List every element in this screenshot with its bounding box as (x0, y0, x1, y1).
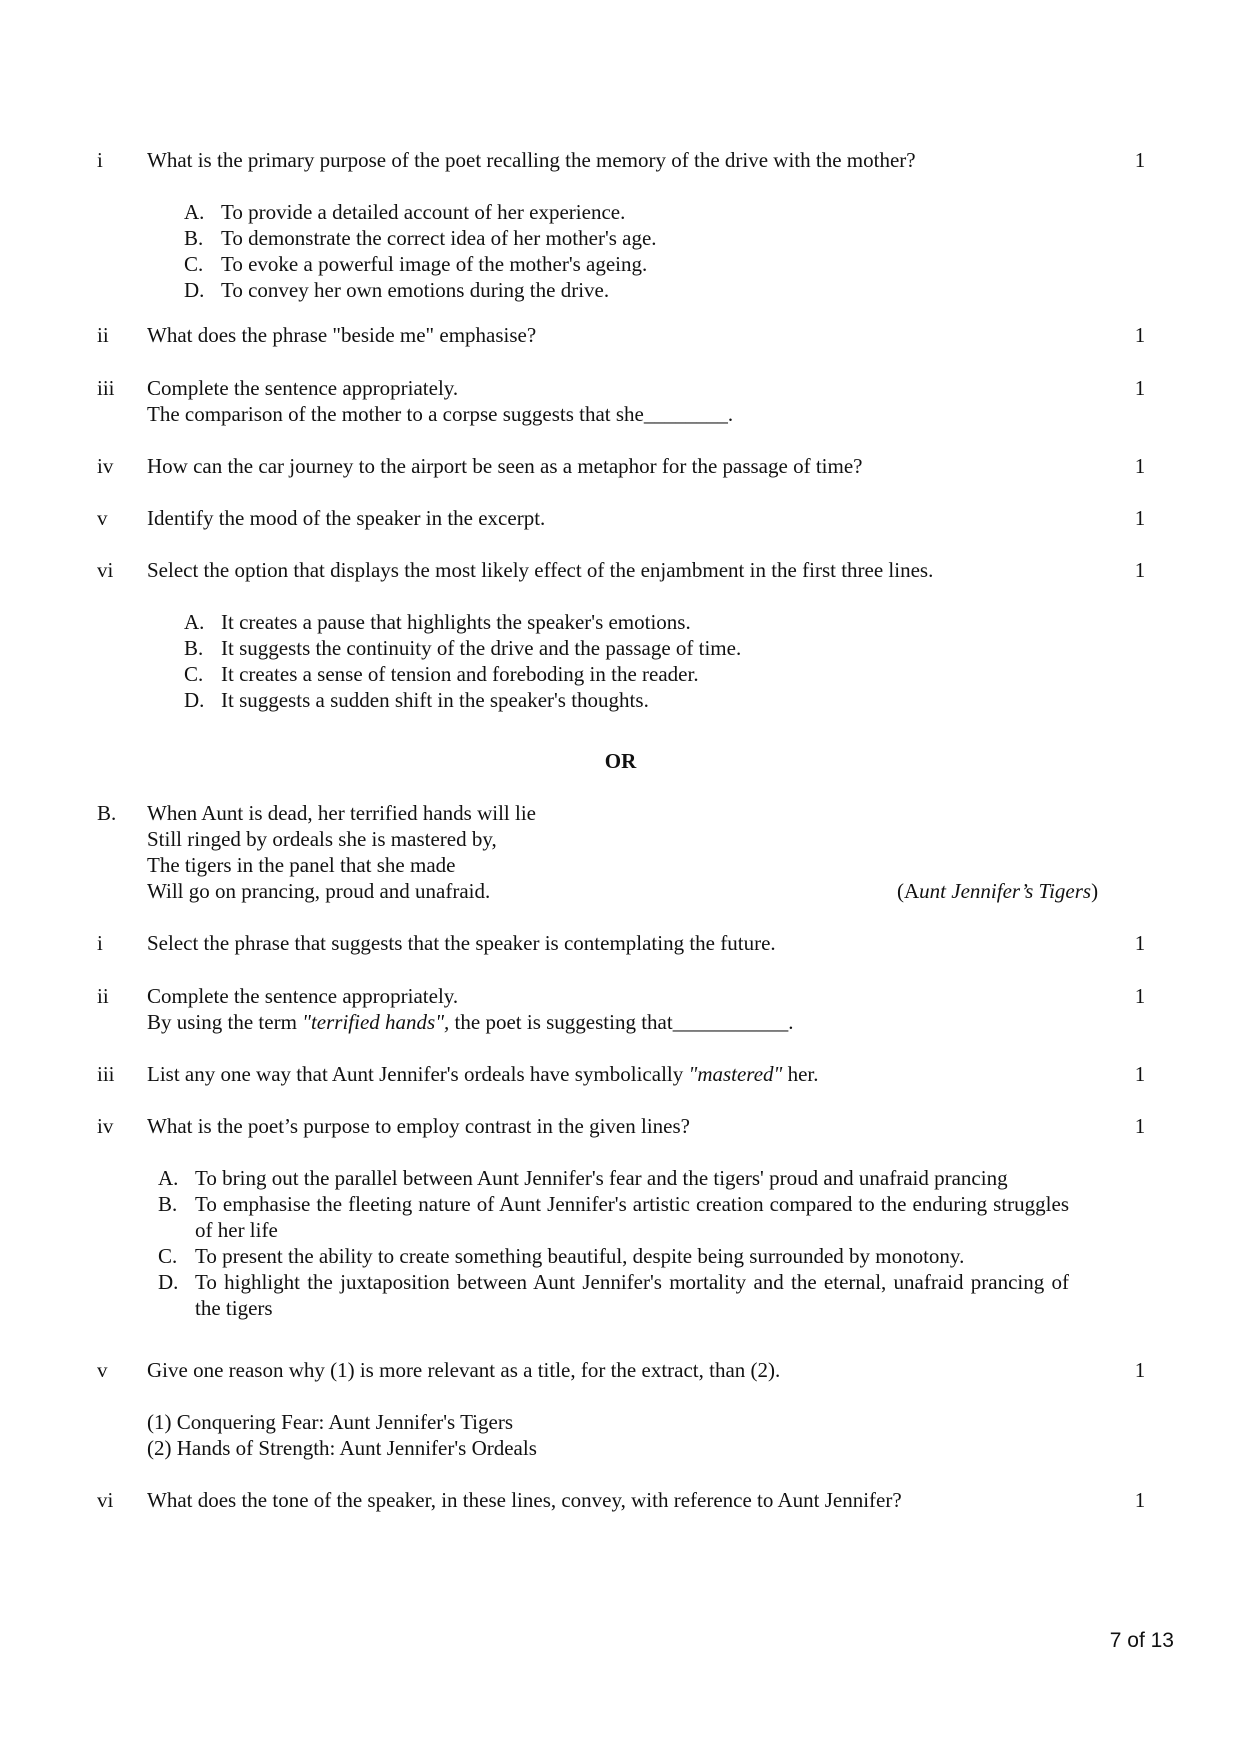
option-letter: B. (184, 226, 204, 250)
option-item (184, 687, 984, 713)
option-item (158, 1191, 1069, 1243)
question-marks: 1 (1134, 558, 1146, 582)
question-number: v (97, 506, 108, 530)
option-letter: C. (184, 252, 204, 276)
question-number: v (97, 1358, 108, 1382)
poem-source: (Aunt Jennifer’s Tigers) (897, 879, 1099, 903)
option-letter: B. (158, 1192, 178, 1216)
question-marks: 1 (1134, 1358, 1146, 1382)
poem-source-title: unt Jennifer’s Tigers (919, 879, 1092, 903)
question-text: What is the poet’s purpose to employ contrast in the given lines? (147, 1114, 690, 1138)
question-text-line2: By using the term "terrified hands", the poet is suggesting that___________. (147, 1010, 794, 1034)
title-options (147, 1409, 1047, 1461)
option-text: To provide a detailed account of her experience. (221, 200, 626, 224)
or-separator: OR (604, 749, 637, 773)
poem-line: When Aunt is dead, her terrified hands will lie (147, 801, 536, 825)
option-text: To demonstrate the correct idea of her mother's age. (221, 226, 657, 250)
options-list (184, 199, 984, 303)
options-list (184, 609, 984, 713)
question-marks: 1 (1134, 931, 1146, 955)
option-text: To bring out the parallel between Aunt Jennifer's fear and the tigers' proud and unafraid prancing (195, 1166, 1008, 1190)
question-number: ii (97, 323, 109, 347)
question-number: iv (97, 454, 114, 478)
section-label: B. (97, 801, 117, 825)
option-letter: A. (184, 200, 205, 224)
option-letter: A. (184, 610, 205, 634)
question-number: iv (97, 1114, 114, 1138)
title-option: (1) Conquering Fear: Aunt Jennifer's Tigers (147, 1410, 514, 1434)
option-letter: B. (184, 636, 204, 660)
option-text: To highlight the juxtaposition between Aunt Jennifer's mortality and the eternal, unafraid prancing of the tigers (195, 1270, 1069, 1320)
question-marks: 1 (1134, 323, 1146, 347)
option-text: It suggests the continuity of the drive and the passage of time. (221, 636, 742, 660)
question-text: How can the car journey to the airport be seen as a metaphor for the passage of time? (147, 454, 863, 478)
question-marks: 1 (1134, 376, 1146, 400)
option-item (158, 1165, 1069, 1191)
option-item (184, 277, 984, 303)
question-number: vi (97, 1488, 114, 1512)
question-marks: 1 (1134, 506, 1146, 530)
option-item (184, 661, 984, 687)
question-text: Select the option that displays the most likely effect of the enjambment in the first three lines. (147, 558, 934, 582)
option-text: To present the ability to create something beautiful, despite being surrounded by monotony. (195, 1244, 965, 1268)
question-marks: 1 (1134, 148, 1146, 172)
option-item (184, 251, 984, 277)
title-option: (2) Hands of Strength: Aunt Jennifer's Ordeals (147, 1436, 537, 1460)
option-text: It suggests a sudden shift in the speaker's thoughts. (221, 688, 649, 712)
question-text: Select the phrase that suggests that the speaker is contemplating the future. (147, 931, 776, 955)
question-marks: 1 (1134, 1488, 1146, 1512)
option-letter: D. (184, 688, 205, 712)
question-number: iii (97, 376, 115, 400)
option-text: It creates a sense of tension and foreboding in the reader. (221, 662, 699, 686)
option-letter: D. (184, 278, 205, 302)
question-marks: 1 (1134, 984, 1146, 1008)
question-number: iii (97, 1062, 115, 1086)
question-number: vi (97, 558, 114, 582)
question-text: What is the primary purpose of the poet recalling the memory of the drive with the mother? (147, 148, 916, 172)
option-letter: A. (158, 1166, 179, 1190)
poem-line: Still ringed by ordeals she is mastered by, (147, 827, 497, 851)
option-letter: D. (158, 1270, 179, 1294)
poem-line: Will go on prancing, proud and unafraid. (147, 879, 491, 903)
option-text: To convey her own emotions during the drive. (221, 278, 610, 302)
option-text: To emphasise the fleeting nature of Aunt Jennifer's artistic creation compared to the enduring struggles of her life (195, 1192, 1069, 1242)
question-text-line2: The comparison of the mother to a corpse suggests that she________. (147, 402, 734, 426)
option-letter: C. (158, 1244, 178, 1268)
option-item (158, 1269, 1069, 1321)
option-letter: C. (184, 662, 204, 686)
question-text: Complete the sentence appropriately. (147, 984, 459, 1008)
question-text: List any one way that Aunt Jennifer's ordeals have symbolically "mastered" her. (147, 1062, 819, 1086)
options-list (158, 1165, 1069, 1321)
question-number: i (97, 148, 103, 172)
question-marks: 1 (1134, 1062, 1146, 1086)
question-text: Complete the sentence appropriately. (147, 376, 459, 400)
question-text: What does the phrase "beside me" emphasise? (147, 323, 537, 347)
page-number: 7 of 13 (1109, 1629, 1174, 1652)
question-text: Give one reason why (1) is more relevant as a title, for the extract, than (2). (147, 1358, 781, 1382)
question-number: ii (97, 984, 109, 1008)
question-text: Identify the mood of the speaker in the excerpt. (147, 506, 546, 530)
question-marks: 1 (1134, 1114, 1146, 1138)
option-item (184, 199, 984, 225)
option-item (184, 225, 984, 251)
option-item (158, 1243, 1069, 1269)
question-number: i (97, 931, 103, 955)
question-marks: 1 (1134, 454, 1146, 478)
option-item (184, 635, 984, 661)
question-text: What does the tone of the speaker, in these lines, convey, with reference to Aunt Jennifer? (147, 1488, 902, 1512)
poem-line: The tigers in the panel that she made (147, 853, 456, 877)
option-text: It creates a pause that highlights the speaker's emotions. (221, 610, 691, 634)
option-item (184, 609, 984, 635)
option-text: To evoke a powerful image of the mother's ageing. (221, 252, 648, 276)
